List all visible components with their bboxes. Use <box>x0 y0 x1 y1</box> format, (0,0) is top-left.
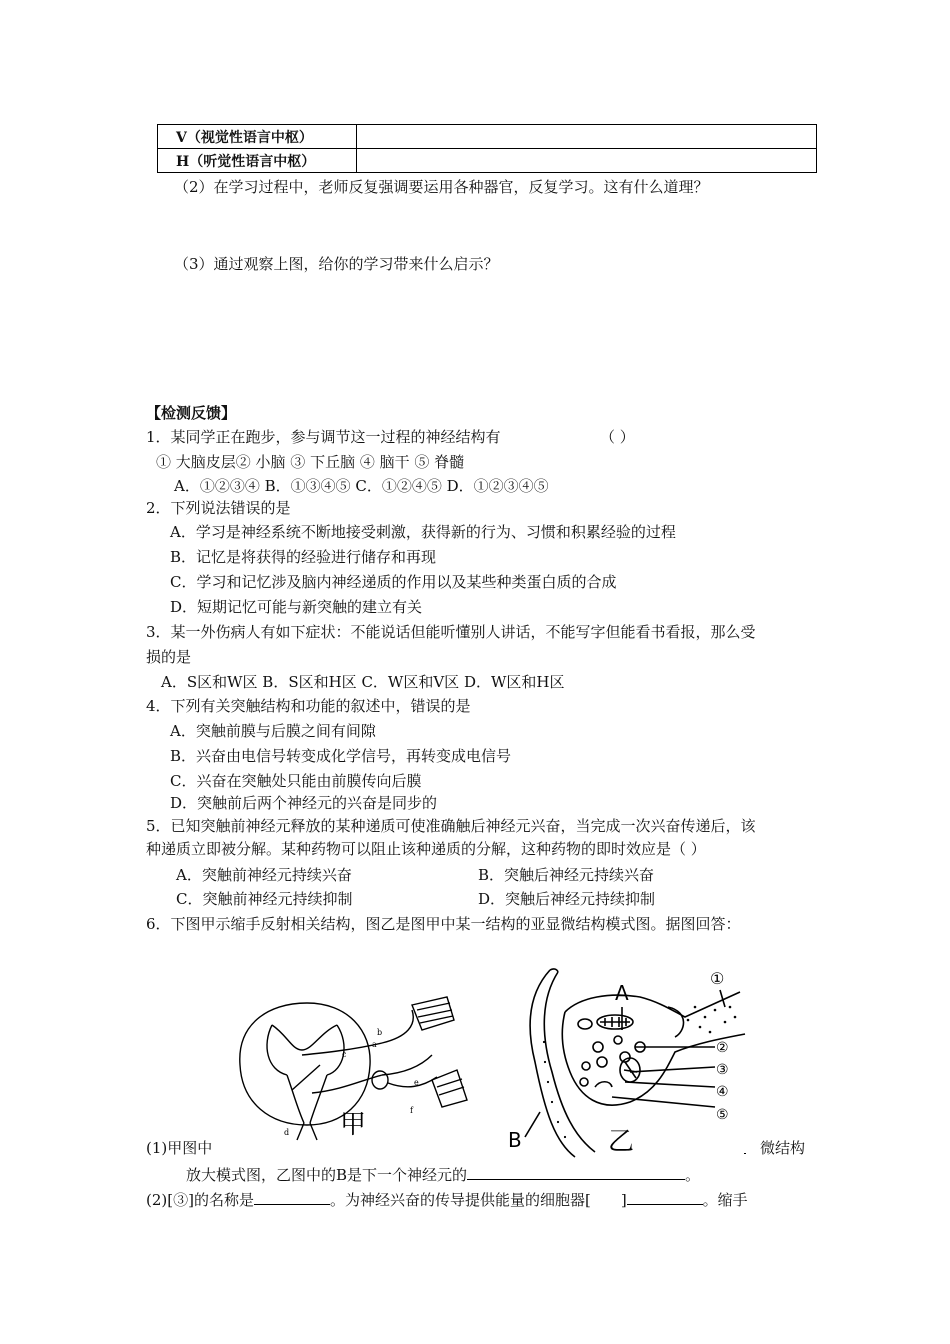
q2-option-a: A．学习是神经系统不断地接受刺激，获得新的行为、习惯和积累经验的过程 <box>170 523 676 541</box>
q6-sub1-b: 放大模式图，乙图中的B是下一个神经元的 <box>186 1166 468 1184</box>
question-2-top: （2）在学习过程中，老师反复强调要运用各种器官，反复学习。这有什么道理？ <box>174 178 709 196</box>
q5-option-c: C．突触前神经元持续抑制 <box>176 890 353 908</box>
q5-stem-2: 种递质立即被分解。某种药物可以阻止该种递质的分解，这种药物的即时效应是（ ） <box>146 840 706 858</box>
q2-option-b: B．记忆是将获得的经验进行储存和再现 <box>170 548 437 566</box>
q5-option-b: B．突触后神经元持续兴奋 <box>478 866 655 884</box>
jia-letter-d: d <box>284 1128 290 1137</box>
q6-sub2-c: ] <box>620 1191 627 1209</box>
yi-marker-3: ③ <box>716 1062 729 1078</box>
q3-stem-1: 3．某一外伤病人有如下症状：不能说话但能听懂别人讲话，不能写字但能看书看报，那么受 <box>146 623 756 641</box>
table-cell-answer <box>357 149 817 173</box>
q5-stem-1: 5．已知突触前神经元释放的某种递质可使准确触后神经元兴奋，当完成一次兴奋传递后，该 <box>146 817 756 835</box>
yi-label-B: B <box>508 1128 522 1152</box>
q1-paren: （ ） <box>600 428 635 446</box>
q4-stem: 4．下列有关突触结构和功能的叙述中，错误的是 <box>146 697 471 715</box>
q6-sub2-b: 。为神经兴奋的传导提供能量的细胞器[ <box>329 1191 591 1209</box>
yi-marker-5: ⑤ <box>716 1107 729 1123</box>
table-cell-label: V（视觉性语言中枢） <box>158 125 357 149</box>
q6-sub1-start: (1)甲图中 <box>146 1139 213 1157</box>
q6-sub1-tail: 微结构 <box>760 1139 806 1157</box>
yi-label: 乙 <box>608 1127 635 1157</box>
q1-stem: 1．某同学正在跑步，参与调节这一过程的神经结构有 <box>146 428 501 446</box>
q6-sub1-blank-end <box>744 1137 746 1154</box>
answer-blank[interactable] <box>627 1188 703 1205</box>
figure-jia <box>232 995 482 1145</box>
q1-parts: ① 大脑皮层② 小脑 ③ 下丘脑 ④ 脑干 ⑤ 脊髓 <box>156 453 465 471</box>
jia-letter-b: b <box>377 1028 383 1037</box>
table-row <box>158 149 817 173</box>
yi-label-A: A <box>615 981 629 1005</box>
language-center-table <box>157 124 817 173</box>
q6-stem: 6．下图甲示缩手反射相关结构，图乙是图甲中某一结构的亚显微结构模式图。据图回答： <box>146 915 741 933</box>
section-title: 【检测反馈】 <box>146 404 237 422</box>
jia-letter-f: f <box>410 1106 413 1115</box>
jia-letter-a: a <box>372 1040 377 1049</box>
yi-marker-2: ② <box>716 1040 729 1056</box>
jia-letter-e: e <box>414 1078 419 1087</box>
answer-blank[interactable] <box>254 1188 330 1205</box>
q5-option-a: A．突触前神经元持续兴奋 <box>176 866 352 884</box>
q3-stem-2: 损的是 <box>146 648 192 666</box>
jia-letter-c: c <box>342 1050 347 1059</box>
q1-options: A．①②③④ B．①③④⑤ C．①②④⑤ D．①②③④⑤ <box>174 477 549 495</box>
question-3-top: （3）通过观察上图，给你的学习带来什么启示？ <box>174 255 499 273</box>
q2-stem: 2．下列说法错误的是 <box>146 499 291 517</box>
answer-blank[interactable] <box>467 1163 685 1180</box>
table-cell-label: H（听觉性语言中枢） <box>158 149 357 173</box>
q5-option-d: D．突触后神经元持续抑制 <box>478 890 656 908</box>
q6-sub1-b-end: 。 <box>685 1166 701 1184</box>
yi-marker-1: ① <box>710 969 725 988</box>
jia-label: 甲 <box>340 1110 367 1140</box>
q4-option-d: D．突触前后两个神经元的兴奋是同步的 <box>170 794 438 812</box>
q4-option-b: B．兴奋由电信号转变成化学信号，再转变成电信号 <box>170 747 512 765</box>
table-cell-answer <box>357 125 817 149</box>
q6-sub2-a: (2)[③]的名称是 <box>146 1191 254 1209</box>
q6-sub2-d: 。缩手 <box>702 1191 748 1209</box>
q6-sub1-line2 <box>186 1163 700 1186</box>
figure-yi <box>500 962 750 1162</box>
q4-option-c: C．兴奋在突触处只能由前膜传向后膜 <box>170 772 422 790</box>
table-row <box>158 125 817 149</box>
q3-options: A．S区和W区 B．S区和H区 C．W区和V区 D．W区和H区 <box>161 673 565 691</box>
q2-option-d: D．短期记忆可能与新突触的建立有关 <box>170 598 423 616</box>
q4-option-a: A．突触前膜与后膜之间有间隙 <box>170 722 376 740</box>
q6-sub2-line <box>146 1188 748 1211</box>
q2-option-c: C．学习和记忆涉及脑内神经递质的作用以及某些种类蛋白质的合成 <box>170 573 617 591</box>
yi-marker-4: ④ <box>716 1084 729 1100</box>
